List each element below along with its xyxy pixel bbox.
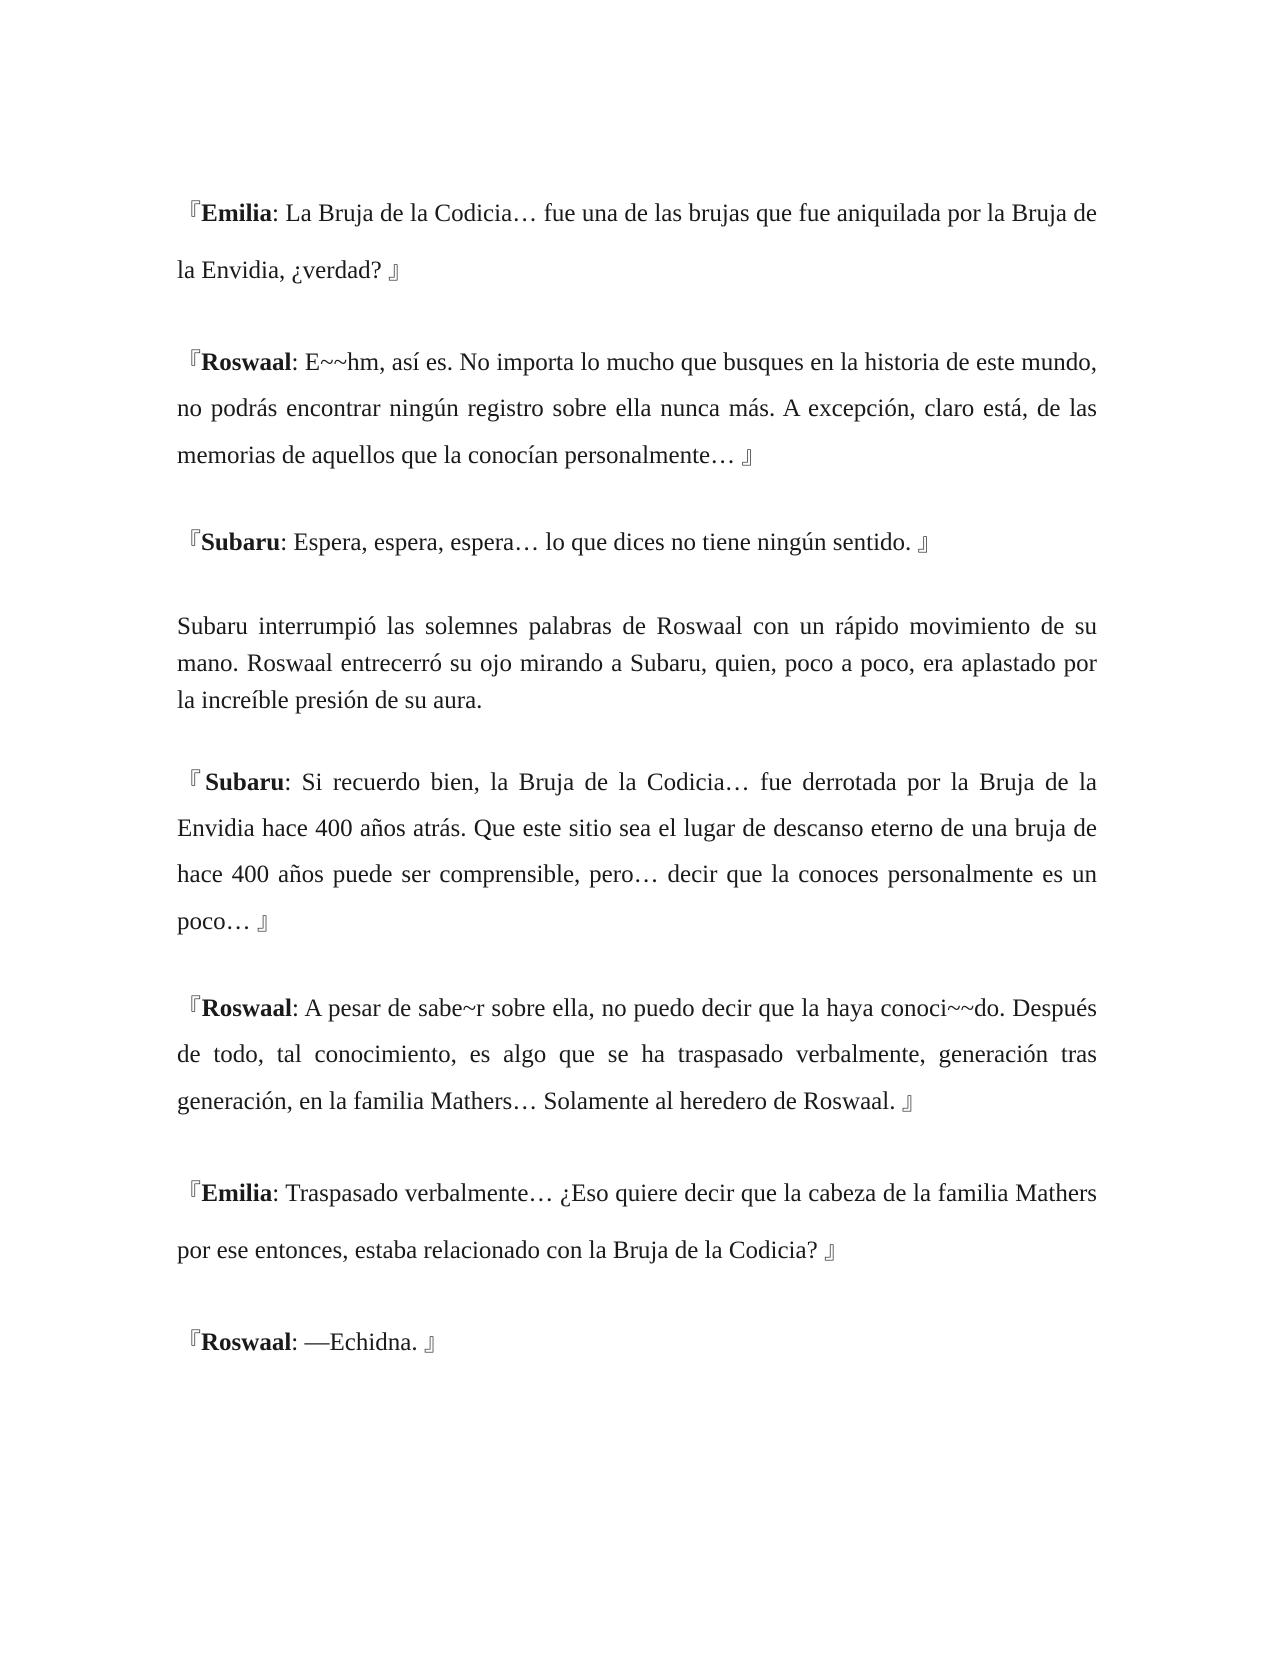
dialogue-text: : Espera, espera, espera… lo que dices no tiene ningún sentido.	[280, 529, 918, 556]
narration-text: Subaru interrumpió las solemnes palabras de Roswaal con un rápido movimiento de su mano. Roswaal entrecerró su ojo mirando a Subaru, quien, poco a poco, era aplastado por la increíble presión de su aura.	[177, 613, 1097, 714]
narration-paragraph	[177, 608, 1097, 719]
speaker-name: Subaru	[201, 529, 281, 556]
dialogue-roswaal-3	[177, 1319, 1097, 1366]
dialogue-roswaal-2	[177, 985, 1097, 1125]
open-bracket: 『	[177, 348, 202, 376]
dialogue-subaru-1	[177, 519, 1097, 566]
open-bracket: 『	[177, 994, 202, 1022]
dialogue-text: : —Echidna.	[291, 1329, 424, 1356]
speaker-name: Roswaal	[201, 995, 292, 1022]
dialogue-emilia-2	[177, 1165, 1097, 1279]
speaker-name: Emilia	[201, 1180, 273, 1207]
close-bracket: 』	[901, 1087, 926, 1115]
speaker-name: Emilia	[201, 200, 272, 227]
dialogue-roswaal-1	[177, 339, 1097, 479]
open-bracket: 『	[177, 528, 201, 556]
close-bracket: 』	[741, 441, 766, 469]
speaker-name: Roswaal	[201, 349, 292, 376]
close-bracket: 』	[388, 256, 413, 284]
open-bracket: 『	[177, 768, 206, 796]
open-bracket: 『	[177, 199, 202, 227]
document-page	[177, 185, 1097, 1366]
close-bracket: 』	[917, 528, 942, 556]
dialogue-text: : A pesar de sabe~r sobre ella, no puedo decir que la haya conoci~~do. Después de todo, tal conocimiento, es algo que se ha traspasado verbalmente, generación tras generación, en la familia Mathers… Solamente al heredero de Roswaal.	[177, 995, 1098, 1115]
open-bracket: 『	[177, 1179, 202, 1207]
close-bracket: 』	[423, 1328, 448, 1356]
close-bracket: 』	[256, 907, 281, 935]
open-bracket: 『	[177, 1328, 201, 1356]
speaker-name: Subaru	[205, 769, 285, 796]
speaker-name: Roswaal	[201, 1329, 292, 1356]
close-bracket: 』	[823, 1236, 848, 1264]
dialogue-subaru-2	[177, 759, 1097, 945]
dialogue-text: : La Bruja de la Codicia… fue una de las brujas que fue aniquilada por la Bruja de la Envidia, ¿verdad?	[177, 200, 1097, 284]
dialogue-text: : Traspasado verbalmente… ¿Eso quiere decir que la cabeza de la familia Mathers por ese entonces, estaba relacionado con la Bruja de la Codicia?	[177, 1180, 1097, 1264]
dialogue-text: : Si recuerdo bien, la Bruja de la Codicia… fue derrotada por la Bruja de la Envidia hace 400 años atrás. Que este sitio sea el lugar de descanso eterno de una bruja de hace 400 años puede ser comprensible, pero… decir que la conoces personalmente es un poco…	[177, 769, 1097, 935]
dialogue-text: : E~~hm, así es. No importa lo mucho que busques en la historia de este mundo, no podrás encontrar ningún registro sobre ella nunca más. A excepción, claro está, de las memorias de aquellos que la conocían personalmente…	[177, 349, 1098, 469]
dialogue-emilia-1	[177, 185, 1097, 299]
